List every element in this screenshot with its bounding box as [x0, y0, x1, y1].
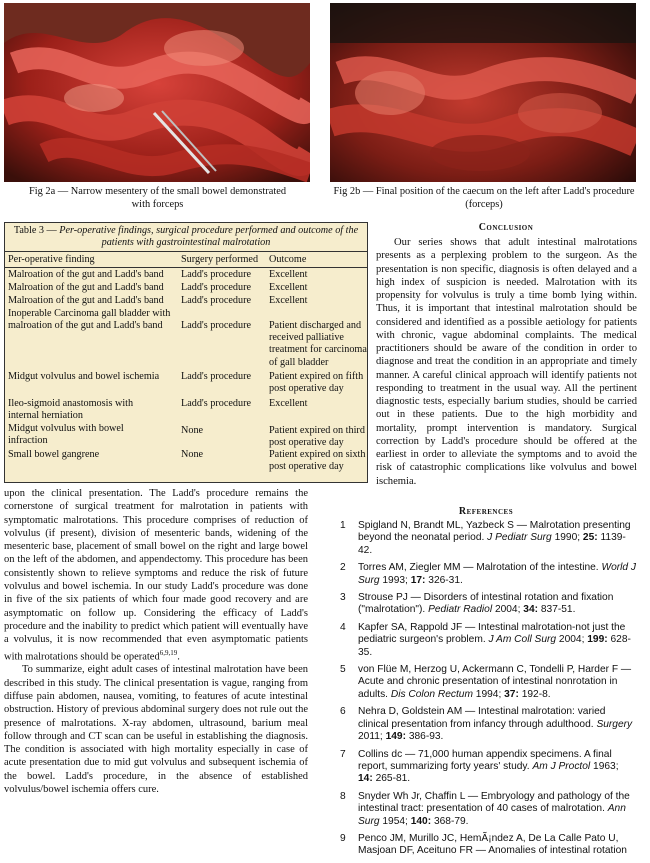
- reference-year: 1990;: [554, 532, 581, 544]
- reference-number: 9: [340, 832, 346, 844]
- reference-year: 2004;: [558, 634, 585, 646]
- reference-number: 6: [340, 706, 346, 718]
- cell-surgery: Ladd's procedure: [181, 295, 252, 306]
- reference-item: [336, 706, 636, 743]
- cell-finding: Malroation of the gut and Ladd's band: [8, 282, 164, 293]
- reference-year: 2011;: [358, 731, 383, 743]
- table-header-finding: Per-operative finding: [8, 254, 95, 265]
- cell-surgery: None: [181, 449, 204, 460]
- cell-finding: Ileo-sigmoid anastomosis with internal herniation: [8, 398, 134, 422]
- cell-outcome: Patient discharged and received palliative treatment for carcinoma of gall bladder: [269, 320, 367, 368]
- reference-year: 2004;: [494, 604, 521, 616]
- reference-item: [336, 622, 636, 659]
- table-header-surgery: Surgery performed: [181, 254, 259, 265]
- reference-number: 4: [340, 621, 346, 633]
- citation-superscript: 6,9,19: [159, 648, 178, 657]
- reference-pages: 192-8.: [521, 688, 551, 700]
- reference-year: 1954;: [382, 815, 408, 827]
- reference-number: 2: [340, 562, 346, 574]
- reference-authors: Snyder Wh Jr, Chaffin L — Embryology and pathology of the intestinal tract: presentation of 40 cases of malrotation.: [358, 790, 630, 815]
- cell-finding: Inoperable Carcinoma gall bladder with malroation of the gut and Ladd's band: [8, 308, 171, 332]
- bowel-photo-2a: [4, 3, 310, 182]
- cell-surgery: None: [181, 425, 204, 436]
- references-heading: References: [458, 506, 514, 517]
- reference-pages: 265-81.: [375, 773, 411, 785]
- reference-volume: 199:: [587, 634, 608, 646]
- table-3-caption: [5, 225, 367, 249]
- reference-volume: 37:: [504, 688, 519, 700]
- reference-item: [336, 592, 636, 617]
- cell-finding: Small bowel gangrene: [8, 449, 100, 460]
- table-header-outcome: Outcome: [269, 254, 307, 265]
- cell-surgery: Ladd's procedure: [181, 269, 252, 280]
- reference-number: 3: [340, 592, 346, 604]
- reference-authors: Spigland N, Brandt ML, Yazbeck S — Malrotation presenting beyond the neonatal period.: [358, 520, 631, 544]
- reference-journal: Pediatr Radiol: [428, 604, 493, 616]
- reference-authors: Strouse PJ — Disorders of intestinal rotation and fixation ("malrotation").: [358, 592, 614, 616]
- bowel-photo-2b: [330, 3, 636, 182]
- reference-volume: 14:: [358, 773, 373, 785]
- reference-journal: Surgery: [596, 718, 633, 730]
- cell-surgery: Ladd's procedure: [181, 320, 252, 331]
- cell-outcome: Patient expired on third post operative day: [269, 425, 365, 449]
- reference-item: [336, 664, 636, 701]
- reference-pages: 628-35.: [358, 634, 631, 658]
- cell-finding: Malroation of the gut and Ladd's band: [8, 269, 164, 280]
- cell-surgery: Ladd's procedure: [181, 398, 252, 409]
- cell-finding: Midgut volvulus and bowel ischemia: [8, 371, 160, 382]
- reference-year: 1963;: [593, 760, 619, 772]
- reference-year: 1994;: [475, 688, 502, 700]
- reference-pages: 368-79.: [433, 815, 469, 827]
- reference-pages: 326-31.: [428, 574, 463, 586]
- conclusion-text: [376, 236, 637, 488]
- reference-authors: von Flüe M, Herzog U, Ackermann C, Tondelli P, Harder F — Acute and chronic presentation of intestinal nonrotation in adults.: [358, 664, 632, 700]
- reference-volume: 140:: [410, 815, 432, 827]
- cell-surgery: Ladd's procedure: [181, 282, 252, 293]
- reference-journal: J Pediatr Surg: [487, 532, 552, 544]
- conclusion-paragraph: Our series shows that adult intestinal malrotations presents as a perplexing problem to the surgeon. As the presentation is non specific, diagnosis is often delayed and a high index of suspicion is needed. Malrotation with its propensity for volvulus is truly a time bomb lying within. Thus, it is important that intestinal malrotation should be considered and identified as a possible aetiology for patients with chronic, vague abdominal complaints. The medical practitioners should be aware of the condition in order to diagnose and treat the condition in an appropriate and timely manner. A careful clinical approach will identify patients not responding to treatment in the usual way. All the pertinent diagnostic tests, especially barium studies, should be carried out in these patients. Due to the high morbidity and mortality, prompt intervention is mandatory. Surgical correction by Ladd's procedure should be offered at the earliest in order to alleviate the symptoms and to avoid the risk of catastrophic complications like volvulus and bowel ischemia.: [376, 237, 637, 487]
- cell-outcome: Excellent: [269, 269, 308, 280]
- reference-journal: Dis Colon Rectum: [390, 688, 473, 700]
- reference-journal: Am J Proctol: [532, 760, 591, 772]
- reference-journal: J Am Coll Surg: [488, 634, 557, 646]
- cell-finding: Malroation of the gut and Ladd's band: [8, 295, 164, 306]
- reference-pages: 1139-42.: [358, 532, 626, 556]
- reference-item: [336, 520, 636, 557]
- reference-year: 1993;: [382, 574, 408, 586]
- reference-journal: Ann Surg: [358, 803, 626, 827]
- table-3: [4, 222, 368, 483]
- cell-finding: Midgut volvulus with bowel infraction: [8, 423, 124, 447]
- cell-outcome: Excellent: [269, 282, 308, 293]
- reference-pages: 837-51.: [540, 604, 576, 616]
- reference-number: 1: [340, 520, 346, 531]
- body-paragraph-1-text: upon the clinical presentation. The Ladd's procedure remains the cornerstone of surgical treatment for malrotation in patients with symptomatic malrotations. This procedure comprises of reduction of volvulus (if present), division of mesenteric bands, widening of the mesenteric base, placement of small bowel on the right and large bowel on the left of the abdomen, and appendectomy. This procedure has been consistently shown to relieve symptoms and reduce the risk of future volvulus and bowel ischemia. In our study Ladd's procedure was done in five of the six patients of which four made good recovery and are asymptomatic on follow up. Considering the efficacy of Ladd's procedure and the inability to predict which patient will eventually have a volvulus, it is now recommended that even asymptomatic patients with malrotations should be operated: [4, 488, 308, 663]
- figure-2b-photo: [330, 3, 636, 182]
- body-paragraph-2: To summarize, eight adult cases of intestinal malrotation have been described in this study. The clinical presentation is vague, ranging from diffuse pain abdomen, nausea, vomiting, to features of acute intestinal obstruction. History of previous abdominal surgery does not rule out the presence of malrotations. X-ray abdomen, ultrasound, barium meal follow through and CT scan can be useful in establishing the diagnosis. The condition is associated with high mortality especially in case of acute presentation due to mid gut volvulus and subsequent ischemia of the bowel. Ladd's procedure, in the absence of established volvulus/bowel ischemia offers cure.: [4, 664, 308, 796]
- cell-outcome: Patient expired on sixth post operative day: [269, 449, 366, 473]
- reference-authors: Torres AM, Ziegler MM — Malrotation of the intestine.: [358, 562, 599, 574]
- table-rule-top: [5, 251, 367, 252]
- reference-journal: World J Surg: [358, 562, 636, 586]
- reference-volume: 149:: [385, 731, 406, 743]
- cell-surgery: Ladd's procedure: [181, 371, 252, 382]
- table-3-title: Per-operative findings, surgical procedure performed and outcome of the patients with gastrointestinal malrotation: [59, 225, 359, 248]
- table-3-label: Table 3 —: [13, 225, 57, 236]
- reference-number: 5: [340, 664, 346, 676]
- left-body-text: [4, 487, 308, 796]
- reference-item: [336, 833, 636, 858]
- conclusion-heading: Conclusion: [478, 222, 534, 233]
- cell-outcome: Excellent: [269, 398, 308, 409]
- table-rule-header: [5, 267, 367, 268]
- figure-2a-caption: Fig 2a — Narrow mesentery of the small bowel demonstrated with forceps: [28, 186, 287, 210]
- reference-volume: 17:: [410, 574, 426, 586]
- reference-item: [336, 562, 636, 587]
- reference-item: [336, 749, 636, 786]
- body-paragraph-1: [4, 487, 308, 663]
- reference-authors: Collins dc — 71,000 human appendix specimens. A final report, summarizing forty years' study.: [358, 748, 612, 772]
- figure-2a-photo: [4, 3, 310, 182]
- reference-authors: Kapfer SA, Rappold JF — Intestinal malrotation-not just the pediatric surgeon's problem.: [358, 621, 626, 646]
- reference-volume: 25:: [582, 532, 598, 544]
- cell-outcome: Excellent: [269, 295, 308, 306]
- body-paragraph-1-end: .: [177, 651, 180, 663]
- cell-outcome: Patient expired on fifth post operative day: [269, 371, 364, 395]
- reference-pages: 386-93.: [408, 731, 444, 743]
- reference-authors: Penco JM, Murillo JC, HemÃ¡ndez A, De La Calle Pato U, Masjoan DF, Aceituno FR — Anomalies of intestinal rotation: [358, 832, 627, 857]
- reference-volume: 34:: [523, 604, 539, 616]
- figure-2b-caption: Fig 2b — Final position of the caecum on the left after Ladd's procedure (forceps): [333, 186, 635, 210]
- reference-item: [336, 791, 636, 828]
- reference-number: 8: [340, 790, 346, 802]
- reference-list: [336, 520, 636, 863]
- reference-authors: Nehra D, Goldstein AM — Intestinal malrotation: varied clinical presentation from infancy through adulthood.: [358, 706, 606, 730]
- reference-number: 7: [340, 748, 346, 760]
